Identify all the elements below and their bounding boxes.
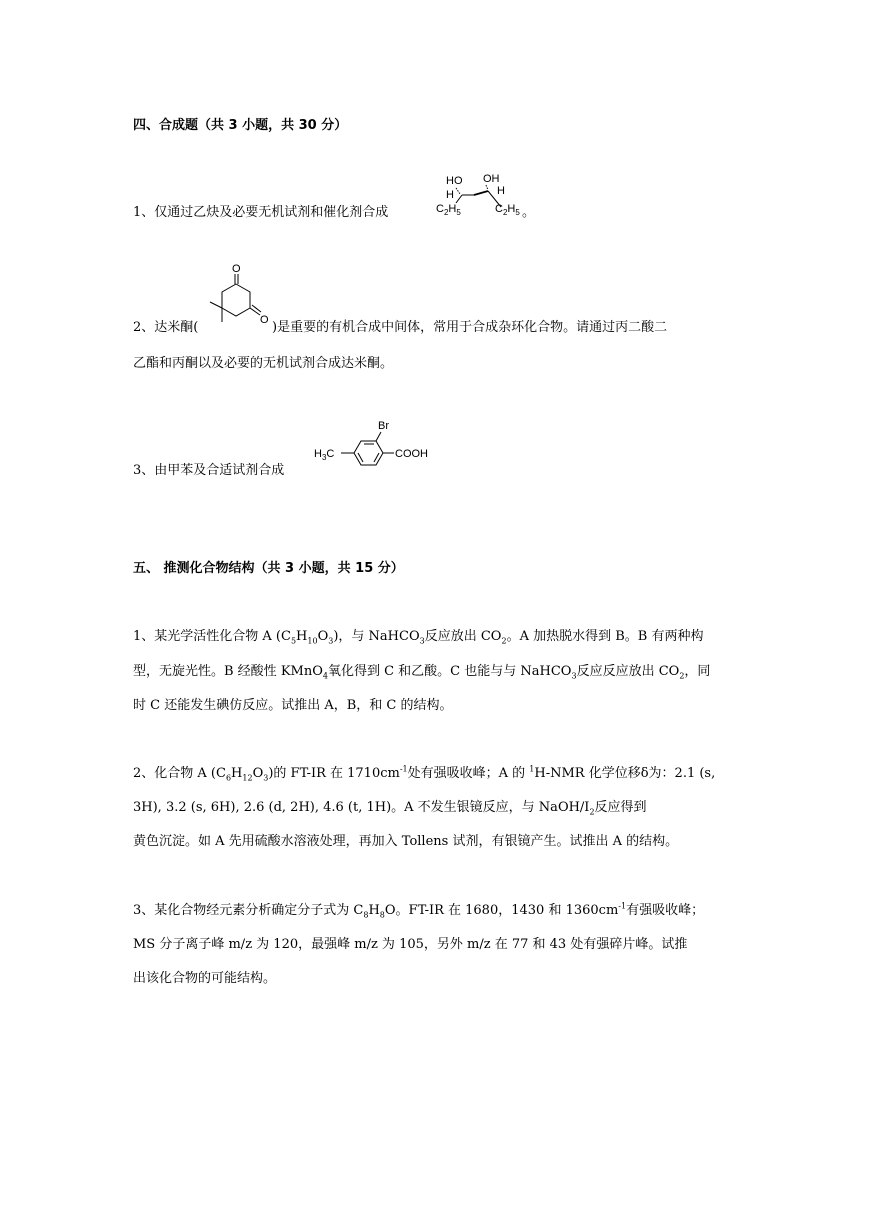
section4-heading: 四、合成题（共 3 小题，共 30 分） bbox=[133, 118, 348, 133]
diol-structure bbox=[436, 168, 536, 220]
mol-o-right: O bbox=[260, 314, 269, 326]
mol-h-right: H bbox=[497, 185, 505, 197]
mol-ethyl-left: $C_2H_5$ bbox=[436, 203, 461, 217]
mol-methyl-label: $H_3C$ bbox=[314, 448, 335, 462]
s5q1-line1: 1、某光学活性化合物 A $(C_5H_{10}O_3)$，与 NaHCO$_3$反应放出 $CO_2$。A 加热脱水得到 B。B 有两种构 bbox=[133, 629, 704, 646]
s5q3-line2: MS 分子离子峰 m/z 为 120，最强峰 m/z 为 105，另外 m/z 在 77 和 43 处有强碎片峰。试推 bbox=[133, 937, 688, 952]
mol-o-top: O bbox=[232, 263, 241, 275]
q3-text: 3、由甲苯及合适试剂合成 bbox=[133, 463, 285, 478]
q2-line1-a: 2、达米酮( bbox=[133, 320, 199, 335]
q2-line2: 乙酯和丙酮以及必要的无机试剂合成达米酮。 bbox=[133, 356, 394, 371]
s5q2-line1: 2、化合物 A $(C_6H_{12}O_3)$的 FT-IR 在 $1710cm^{-1}$处有强吸收峰；A 的 $^1$H-NMR 化学位移δ为：2.1 (s, bbox=[133, 764, 716, 783]
bromobenzoic-acid-structure bbox=[314, 415, 434, 475]
q1-text: 1、仅通过乙炔及必要无机试剂和催化剂合成 bbox=[133, 205, 389, 220]
q1-end: 。 bbox=[522, 205, 536, 220]
s5q1-line2: 型，无旋光性。B 经酸性 KMnO$_4$氧化得到 C 和乙酸。C 也能与与 NaHCO$_3$反应反应放出 $CO_2$，同 bbox=[133, 664, 711, 681]
mol-acid-label: COOH bbox=[395, 448, 428, 460]
s5q3-line3: 出该化合物的可能结构。 bbox=[133, 971, 277, 986]
s5q2-line2: 3H), 3.2 (s, 6H), 2.6 (d, 2H), 4.6 (t, 1H)。A 不发生银镜反应，与 NaOH/$I_2$反应得到 bbox=[133, 800, 647, 817]
mol-h-left: H bbox=[446, 189, 454, 201]
s5q3-line1: 3、某化合物经元素分析确定分子式为 $C_8H_8O$。FT-IR 在 1680，1430 和 $1360cm^{-1}$有强吸收峰； bbox=[133, 901, 705, 920]
mol-oh-label: OH bbox=[483, 173, 500, 185]
s5q2-line3: 黄色沉淀。如 A 先用硫酸水溶液处理，再加入 Tollens 试剂，有银镜产生。试推出 A 的结构。 bbox=[133, 834, 679, 849]
q2-line1-b: )是重要的有机合成中间体，常用于合成杂环化合物。请通过丙二酸二 bbox=[272, 320, 668, 335]
mol-ethyl-right: $C_2H_5$ bbox=[495, 203, 520, 217]
section5-heading: 五、 推测化合物结构（共 3 小题，共 15 分） bbox=[133, 561, 404, 576]
mol-ho-label: HO bbox=[446, 175, 463, 187]
mol-br-label: Br bbox=[378, 420, 389, 432]
s5q1-line3: 时 C 还能发生碘仿反应。试推出 A，B，和 C 的结构。 bbox=[133, 698, 453, 713]
dimedone-structure bbox=[200, 262, 280, 332]
